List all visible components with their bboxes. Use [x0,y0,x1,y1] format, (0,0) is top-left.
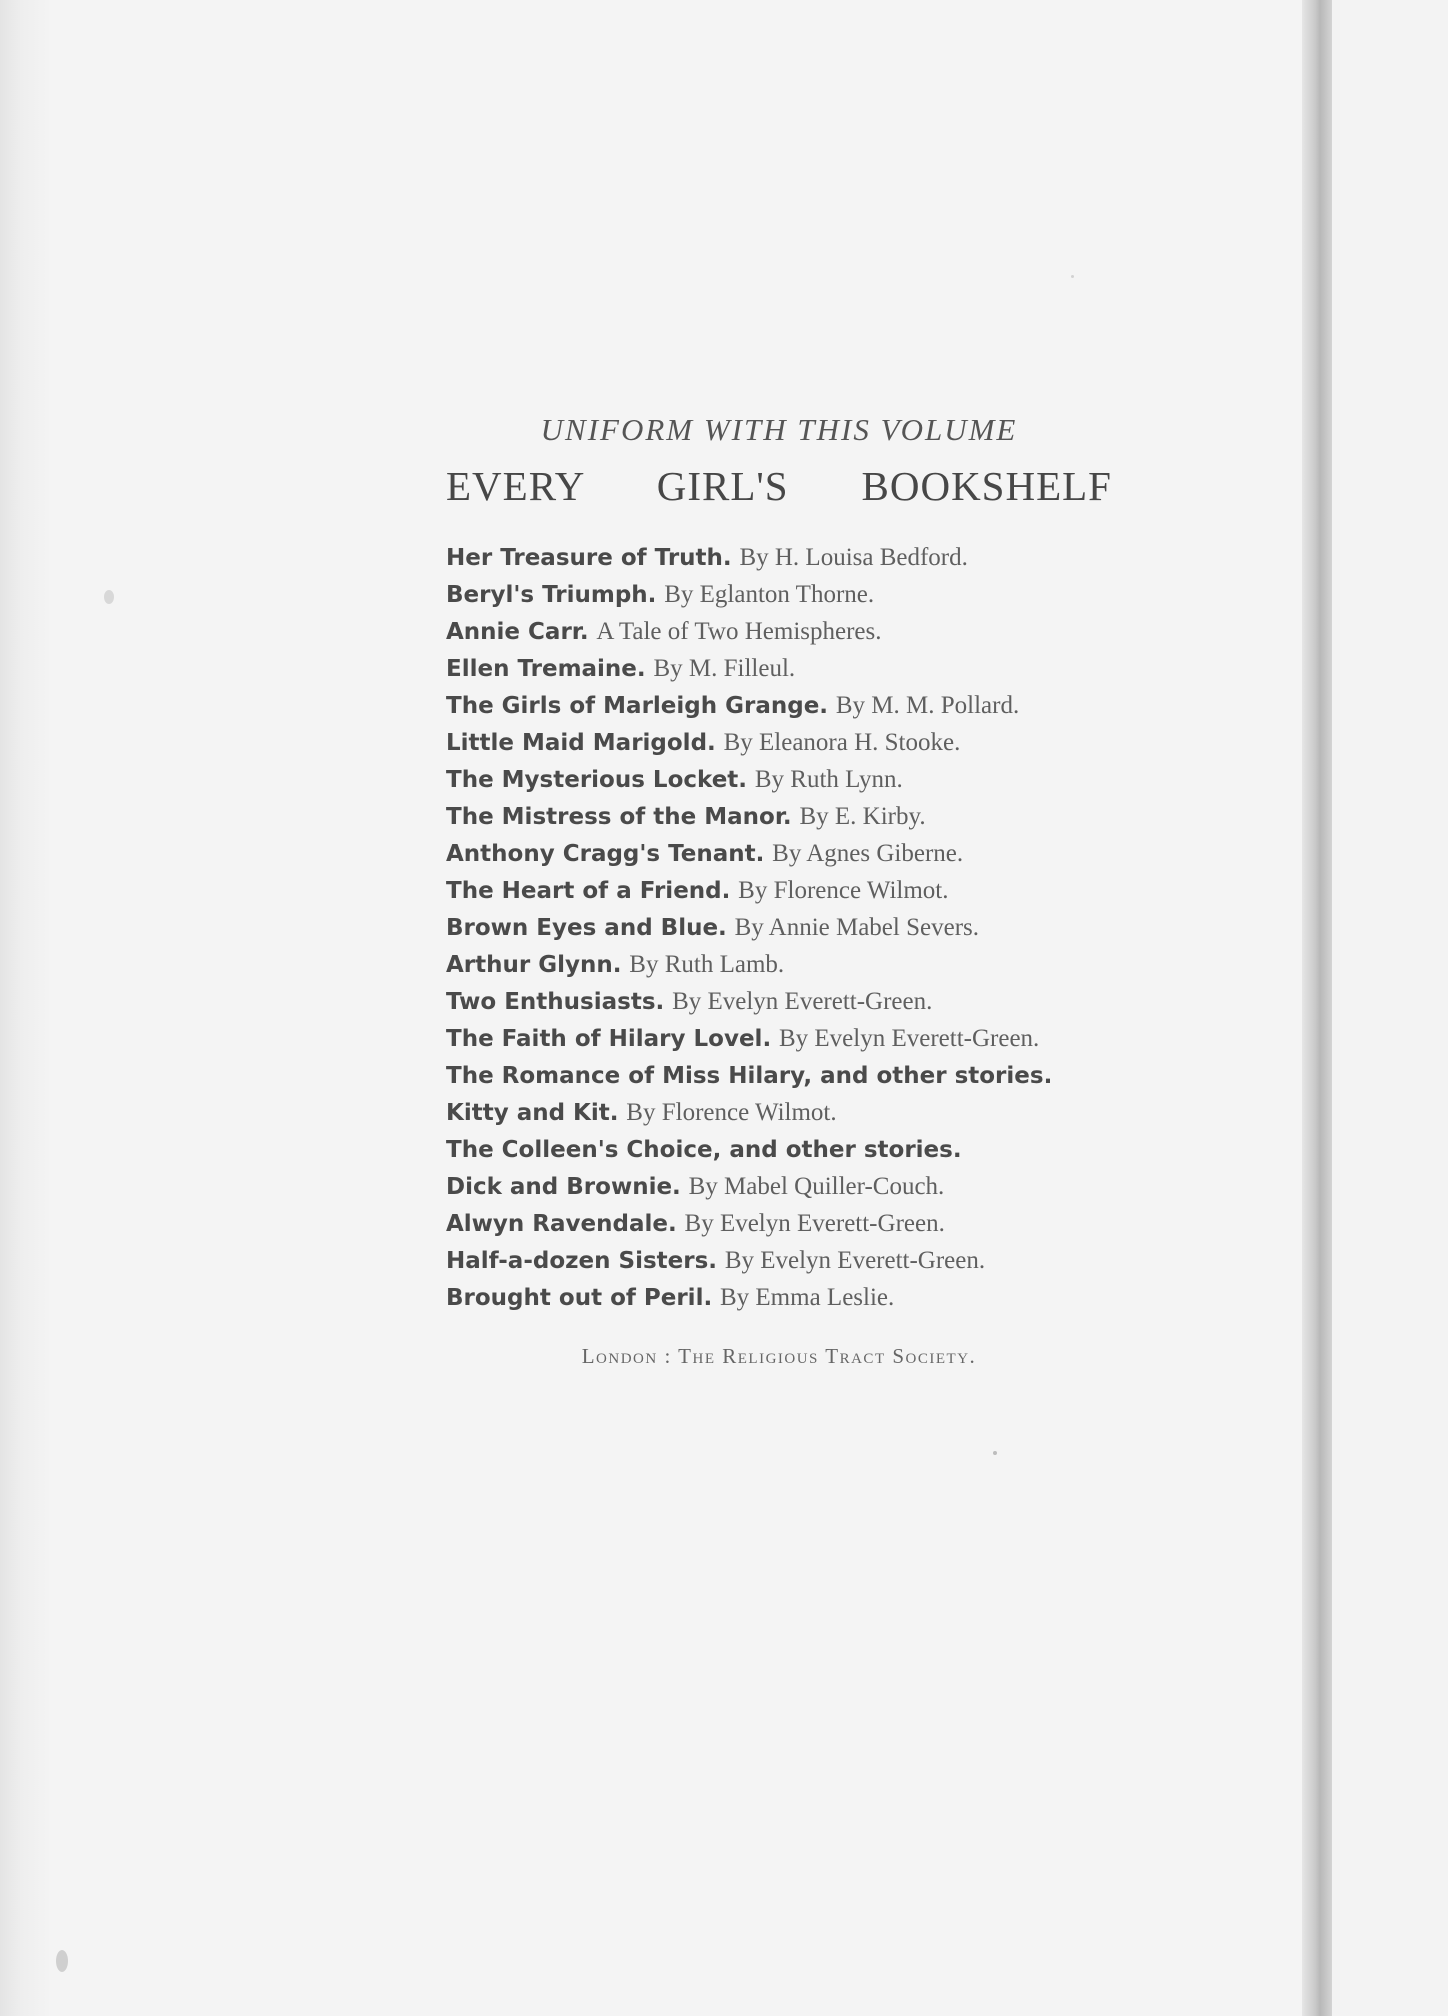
book-title: Ellen Tremaine. [446,656,646,683]
book-entry [446,835,1112,872]
page-left-edge [0,0,52,2016]
book-author-note: By Evelyn Everett-Green. [684,1210,945,1238]
paper-speck [1071,275,1074,278]
book-title: The Girls of Marleigh Grange. [446,693,829,720]
book-title: Annie Carr. [446,619,589,646]
book-entry [446,983,1112,1020]
book-entry [446,909,1112,946]
book-entry [446,687,1112,724]
book-title: The Mistress of the Manor. [446,804,792,831]
book-entry [446,1205,1112,1242]
book-author-note: By Evelyn Everett-Green. [672,988,933,1016]
book-entry [446,650,1112,687]
book-entry [446,872,1112,909]
book-title: Kitty and Kit. [446,1100,619,1127]
book-author-note: By Ruth Lamb. [629,951,785,979]
book-author-note: By Mabel Quiller-Couch. [688,1173,945,1201]
book-title: Half-a-dozen Sisters. [446,1248,718,1275]
book-list [446,539,1112,1316]
advertisement-text-block [446,412,1112,1369]
book-author-note: By Eglanton Thorne. [664,581,875,609]
book-author-note: By Agnes Giberne. [772,840,964,868]
book-entry [446,1094,1112,1131]
book-title: The Faith of Hilary Lovel. [446,1026,772,1053]
publisher-imprint: London : The Religious Tract Society. [581,1344,977,1369]
book-entry [446,1168,1112,1205]
book-title: Dick and Brownie. [446,1174,681,1201]
uniform-volume-heading: UNIFORM WITH THIS VOLUME [540,412,1018,447]
book-entry [446,576,1112,613]
paper-speck [56,1950,68,1972]
book-author-note: By M. M. Pollard. [835,692,1020,720]
book-title: The Colleen's Choice, and other stories. [446,1137,962,1164]
book-title: Little Maid Marigold. [446,730,716,757]
binding-gutter-shadow [1302,0,1332,2016]
book-entry [446,1131,1112,1168]
book-title: Anthony Cragg's Tenant. [446,841,765,868]
book-author-note: By Florence Wilmot. [626,1099,837,1127]
facing-page-edge [1332,0,1448,2016]
book-entry [446,1242,1112,1279]
book-title: Arthur Glynn. [446,952,622,979]
book-title: The Heart of a Friend. [446,878,731,905]
book-author-note: By Ruth Lynn. [754,766,903,794]
book-title: Brown Eyes and Blue. [446,915,727,942]
book-entry [446,539,1112,576]
paper-speck [993,1451,997,1455]
book-author-note: By Emma Leslie. [719,1284,895,1312]
book-entry [446,798,1112,835]
book-title: Beryl's Triumph. [446,582,657,609]
book-entry [446,761,1112,798]
book-title: Her Treasure of Truth. [446,545,732,572]
book-entry [446,1057,1112,1094]
book-author-note: By Florence Wilmot. [738,877,949,905]
book-title: Two Enthusiasts. [446,989,665,1016]
book-entry [446,1020,1112,1057]
book-entry [446,946,1112,983]
book-author-note: By Evelyn Everett-Green. [778,1025,1040,1053]
paper-speck [104,590,114,604]
book-author-note: By Evelyn Everett-Green. [724,1247,986,1275]
book-author-note: By H. Louisa Bedford. [739,544,968,572]
book-title: The Romance of Miss Hilary, and other stories. [446,1063,1053,1090]
book-title: Brought out of Peril. [446,1285,713,1312]
book-author-note: By Eleanora H. Stooke. [723,729,961,757]
book-author-note: By M. Filleul. [653,655,796,683]
book-author-note: A Tale of Two Hemispheres. [596,618,882,646]
series-title: EVERY GIRL'S BOOKSHELF [446,463,1112,509]
book-title: The Mysterious Locket. [446,767,748,794]
book-entry [446,613,1112,650]
book-entry [446,724,1112,761]
book-entry [446,1279,1112,1316]
book-title: Alwyn Ravendale. [446,1211,677,1238]
book-author-note: By Annie Mabel Severs. [734,914,980,942]
book-author-note: By E. Kirby. [799,803,926,831]
